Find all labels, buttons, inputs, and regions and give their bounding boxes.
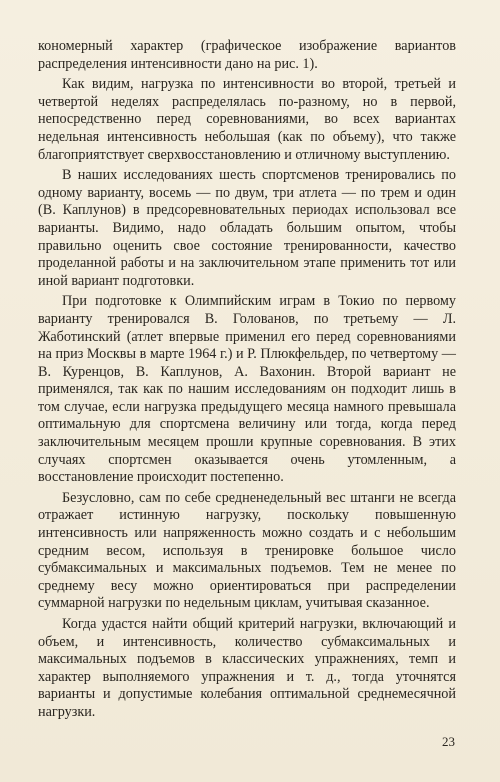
body-text	[38, 38, 456, 725]
paragraph-1: кономерный характер (графическое изображение вариантов распределения интенсивности дано на рис. 1).	[38, 38, 456, 72]
page-number: 23	[442, 734, 455, 749]
paragraph-6: Когда удастся найти общий критерий нагрузки, включающий и объем, и интенсивность, количество субмаксимальных и максимальных подъемов в классических упражнениях, темп и характер выполняемого упражнения и т. д., тогда уточнятся варианты и допустимые колебания оптимальной среднемесячной нагрузки.	[38, 616, 456, 720]
paragraph-3: В наших исследованиях шесть спортсменов тренировались по одному варианту, восемь — по двум, три атлета — по трем и один (В. Каплунов) в предсоревновательных периодах использовал все варианты. Видимо, надо обладать большим опытом, чтобы правильно оценить свое состояние тренированности, качество проделанной работы и на заключительном этапе применить тот или иной вариант подготовки.	[38, 167, 456, 289]
paragraph-5: Безусловно, сам по себе средненедельный вес штанги не всегда отражает истинную нагрузку, поскольку повышенную интенсивность или напряженность можно создать и с небольшим средним весом, используя в тренировке большое число субмаксимальных и максимальных подъемов. Тем не менее по среднему весу можно ориентироваться при распределении суммарной нагрузки по недельным циклам, учитывая сказанное.	[38, 489, 456, 612]
paragraph-4: При подготовке к Олимпийским играм в Токио по первому варианту тренировался В. Голованов, по третьему — Л. Жаботинский (атлет впервые применил его перед соревнованиями на приз Москвы в марте 1964 г.) и Р. Плюкфельдер, по четвертому — В. Куренцов, В. Каплунов, А. Вахонин. Второй вариант не применялся, так как по нашим исследованиям он подходит лишь в том случае, если нагрузка предыдущего месяца намного превышала оптимальную для спортсмена величину или тогда, когда перед заключительным месяцем прошли крупные соревнования. В этих случаях спортсмен оказывается очень утомленным, а восстановление происходит постепенно.	[38, 293, 456, 486]
paragraph-2: Как видим, нагрузка по интенсивности во второй, третьей и четвертой неделях распределялась по-разному, но в первой, непосредственно перед соревнованиями, во всех вариантах недельная интенсивность небольшая (как по объему), что также благоприятствует сверхвосстановлению и отличному выступлению.	[38, 76, 456, 163]
